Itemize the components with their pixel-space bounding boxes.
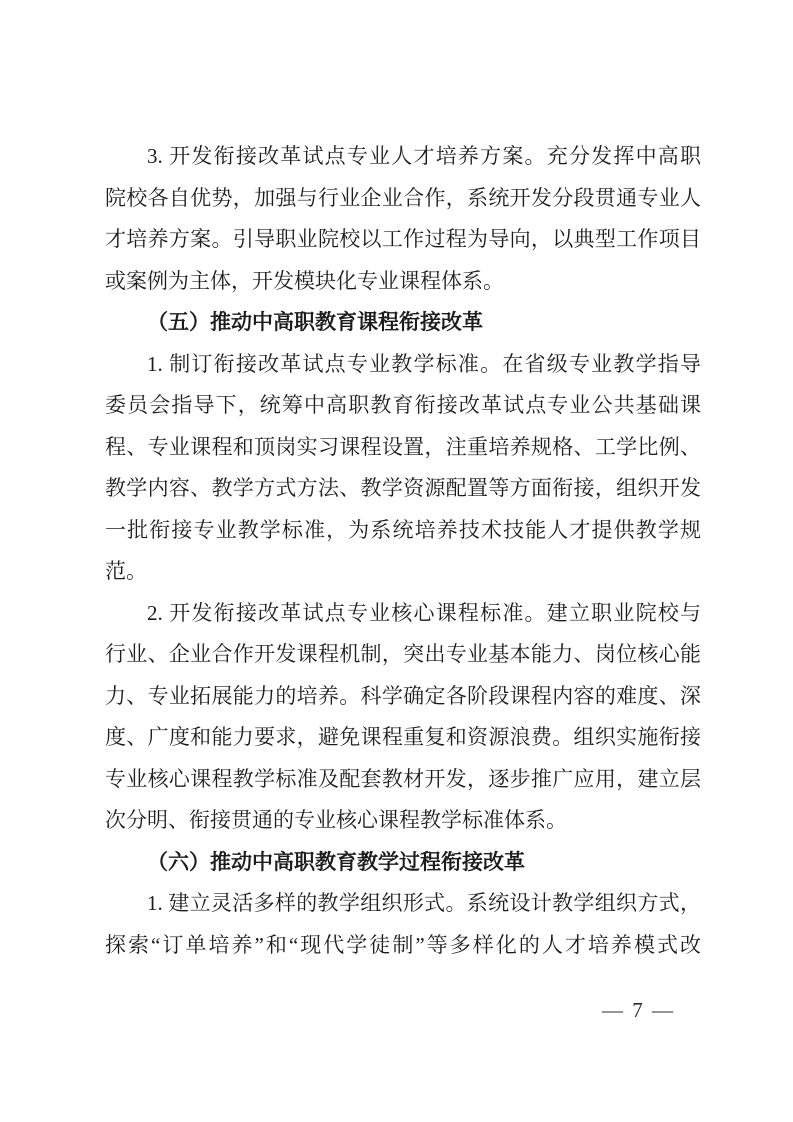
paragraph-line: 程、专业课程和顶岗实习课程设置，注重培养规格、工学比例、 — [105, 434, 701, 459]
paragraph-line: 教学内容、教学方式方法、教学资源配置等方面衔接，组织开发 — [105, 476, 701, 500]
section-heading: （五）推动中高职教育课程衔接改革 — [147, 310, 483, 334]
paragraph-line: 2. 开发衔接改革试点专业核心课程标准。建立职业院校与 — [147, 600, 701, 625]
paragraph-line: 1. 制订衔接改革试点专业教学标准。在省级专业教学指导 — [147, 351, 701, 376]
section-heading: （六）推动中高职教育教学过程衔接改革 — [147, 849, 525, 874]
paragraph-line: 次分明、衔接贯通的专业核心课程教学标准体系。 — [105, 808, 567, 832]
paragraph-line: 才培养方案。引导职业院校以工作过程为导向，以典型工作项目 — [105, 227, 701, 251]
paragraph-line: 1. 建立灵活多样的教学组织形式。系统设计教学组织方式， — [147, 891, 701, 915]
document-body — [105, 136, 701, 966]
paragraph-line: 探索“订单培养”和“现代学徒制”等多样化的人才培养模式改 — [105, 932, 701, 957]
paragraph-line: 专业核心课程教学标准及配套教材开发，逐步推广应用，建立层 — [105, 766, 701, 791]
page-number: — 7 — — [602, 998, 675, 1022]
paragraph-line: 院校各自优势，加强与行业企业合作，系统开发分段贯通专业人 — [105, 185, 701, 210]
paragraph-line: 力、专业拓展能力的培养。科学确定各阶段课程内容的难度、深 — [105, 683, 701, 708]
paragraph-line: 或案例为主体，开发模块化专业课程体系。 — [105, 268, 504, 293]
paragraph-line: 度、广度和能力要求，避免课程重复和资源浪费。组织实施衔接 — [105, 725, 701, 749]
paragraph-line: 行业、企业合作开发课程机制，突出专业基本能力、岗位核心能 — [105, 642, 701, 666]
paragraph-line: 范。 — [105, 559, 147, 583]
paragraph-line: 3. 开发衔接改革试点专业人才培养方案。充分发挥中高职 — [147, 144, 701, 168]
paragraph-line: 委员会指导下，统筹中高职教育衔接改革试点专业公共基础课 — [105, 393, 701, 417]
paragraph-line: 一批衔接专业教学标准，为系统培养技术技能人才提供教学规 — [105, 517, 701, 542]
